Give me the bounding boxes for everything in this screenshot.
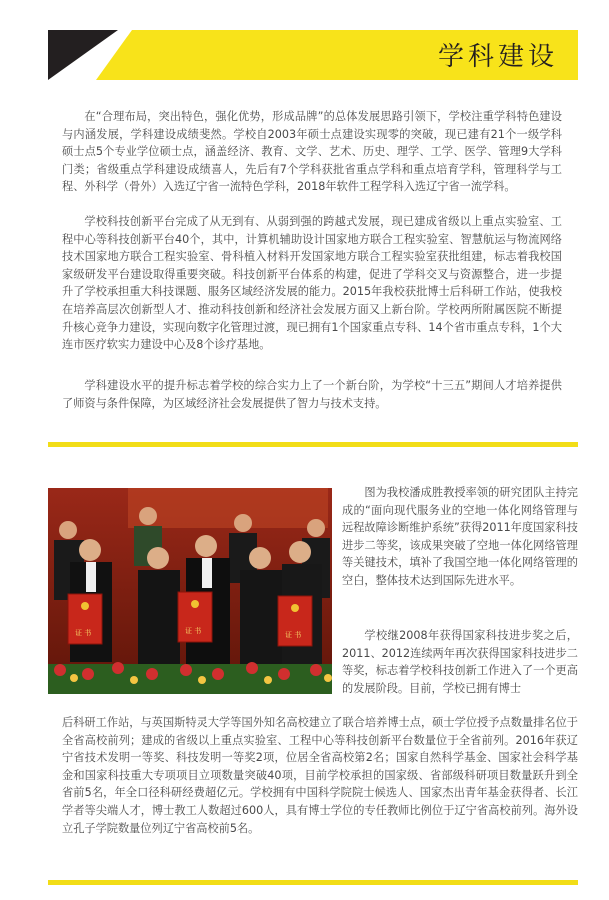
photo-caption-paragraph: 图为我校潘成胜教授率领的研究团队主持完成的“面向现代服务业的空地一体化网络管理与远程故障诊断维护系统”获得2011年度国家科技进步二等奖，该成果突破了空地一体化网络管理等关键技术，填补了我国空地一体化网络管理的空白，整体技术达到国际先进水平。: [342, 486, 578, 587]
continued-paragraph: 后科研工作站，与英国斯特灵大学等国外知名高校建立了联合培养博士点，硕士学位授予点数量排名位于全省高校前列；建成的省级以上重点实验室、工程中心等科技创新平台数量位于全省前列。2016年获辽宁省技术发明一等奖、科技发明一等奖2项，位居全省高校第2名；国家自然科学基金、国家社会科学基金和国家科技重大专项项目立项数量突破40项，目前学校承担的国家级、省部级科研项目数量跃升到全省前5名，年全口径科研经费超亿元。学校拥有中国科学院院士候选人、国家杰出青年基金获得者、长江学者等尖端人才，博士教工人数超过600人，具有博士学位的专任教师比例位于辽宁省高校前列。海外设立孔子学院数量位列辽宁省高校前5名。: [62, 716, 578, 835]
certificate-label-center: 证 书: [185, 627, 202, 635]
section-header: [48, 30, 578, 80]
divider-rule-top: [48, 442, 578, 447]
certificate-label-left: 证 书: [75, 629, 92, 637]
intro-paragraph-2: 学校科技创新平台完成了从无到有、从弱到强的跨越式发展，现已建成省级以上重点实验室、工程中心等科技创新平台40个，其中，计算机辅助设计国家地方联合工程实验室、智慧航运与物流网络技术国家地方联合工程实验室、骨科植入材料开发国家地方联合工程实验室获批组建，标志着我校国家级研发平台建设取得重要突破。科技创新平台体系的构建，促进了学科交叉与资源整合，进一步提升了学校承担重大科技课题、服务区域经济发展的能力。2015年我校获批博士后科研工作站，使我校在培养高层次创新型人才、推动科技创新和经济社会发展方面又上新台阶。学校两所附属医院不断提升核心竞争力建设，实现向数字化管理过渡，现已拥有1个国家重点专科、14个省市重点专科，1个大连市医疗软实力建设中心及8个诊疗基地。: [62, 215, 562, 352]
page-title: 学科建设: [437, 42, 558, 72]
divider-rule-bottom: [48, 880, 578, 885]
award-ceremony-photo: [48, 488, 332, 694]
intro-paragraph-1: 在“合理布局，突出特色，强化优势，形成品牌”的总体发展思路引领下，学校注重学科特色建设与内涵发展，学科建设成绩斐然。学校自2003年硕士点建设实现零的突破，现已建有21个一级学科硕士点5个专业学位硕士点，涵盖经济、教育、文学、艺术、历史、理学、工学、医学、管理9大学科门类；省级重点学科建设成绩喜人，先后有7个学科获批省重点学科和重点培育学科，管理科学与工程、外科学（骨外）入选辽宁省一流特色学科，2018年软件工程学科入选辽宁省一流学科。: [62, 110, 562, 194]
certificate-label-right: 证 书: [285, 631, 302, 639]
side-paragraph-2: 学校继2008年获得国家科技进步奖之后，2011、2012连续两年再次获得国家科技进步二等奖，标志着学校科技创新工作进入了一个更高的发展阶段。目前，学校已拥有博士: [342, 629, 578, 695]
intro-paragraph-3: 学科建设水平的提升标志着学校的综合实力上了一个新台阶，为学校“十三五”期间人才培养提供了师资与条件保障，为区域经济社会发展提供了智力与技术支持。: [62, 379, 562, 410]
